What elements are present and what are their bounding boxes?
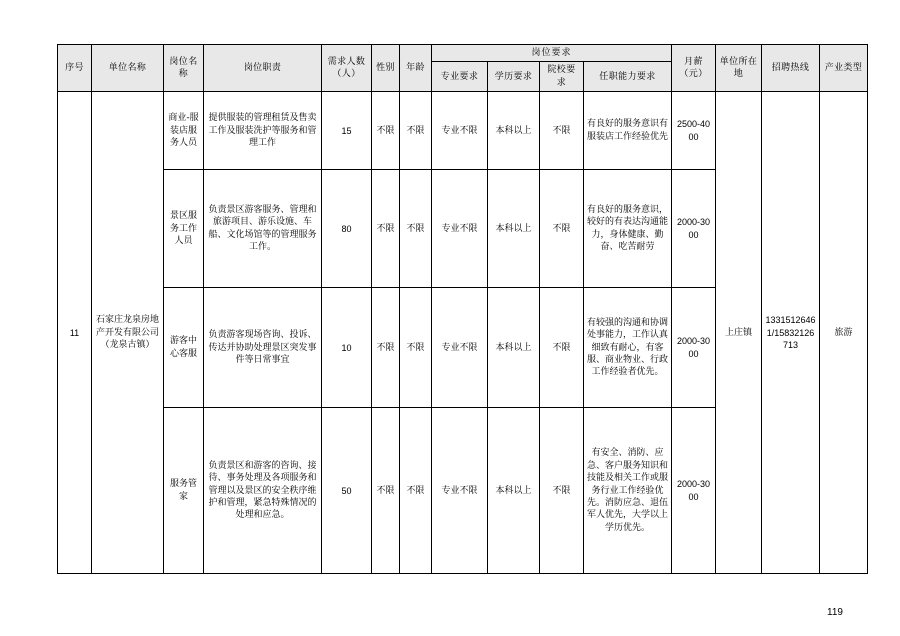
cell-sex: 不限 [372, 408, 400, 574]
header-row-1 [58, 45, 868, 62]
cell-major: 专业不限 [432, 408, 488, 574]
cell-salary: 2000-3000 [672, 288, 716, 408]
cell-post-name: 景区服务工作人员 [164, 170, 204, 288]
table-header [58, 45, 868, 92]
cell-major: 专业不限 [432, 170, 488, 288]
header-hotline: 招聘热线 [762, 45, 820, 92]
cell-age: 不限 [400, 408, 432, 574]
cell-ability: 有良好的服务意识有服装店工作经验优先 [584, 92, 672, 170]
cell-school: 不限 [540, 408, 584, 574]
cell-age: 不限 [400, 170, 432, 288]
cell-education: 本科以上 [488, 408, 540, 574]
cell-post-duty: 负责景区和游客的咨询、接待、事务处理及各项服务和管理以及景区的安全秩序维护和管理，紧急特殊情况的处理和应急。 [204, 408, 322, 574]
cell-ability: 有较强的沟通和协调处事能力，工作认真细致有耐心，有客服、商业物业、行政工作经验者优先。 [584, 288, 672, 408]
cell-school: 不限 [540, 170, 584, 288]
cell-major: 专业不限 [432, 92, 488, 170]
cell-post-name: 服务管家 [164, 408, 204, 574]
header-location: 单位所在地 [716, 45, 762, 92]
cell-salary: 2500-4000 [672, 92, 716, 170]
recruitment-table [57, 44, 868, 574]
cell-salary: 2000-3000 [672, 170, 716, 288]
header-industry: 产业类型 [820, 45, 868, 92]
cell-age: 不限 [400, 92, 432, 170]
cell-post-duty: 提供服装的管理租赁及售卖工作及服装洗护等服务和管理工作 [204, 92, 322, 170]
cell-sex: 不限 [372, 170, 400, 288]
cell-salary: 2000-3000 [672, 408, 716, 574]
cell-post-duty: 负责游客现场咨询、投诉、传达并协助处理景区突发事件等日常事宜 [204, 288, 322, 408]
table-body [58, 92, 868, 574]
page-number: 119 [827, 607, 843, 618]
cell-ability: 有良好的服务意识，较好的有表达沟通能力，身体健康、勤奋、吃苦耐劳 [584, 170, 672, 288]
header-post-duty: 岗位职责 [204, 45, 322, 92]
cell-hotline: 13315126461/15832126713 [762, 92, 820, 574]
header-requirements-group: 岗位要求 [432, 45, 672, 62]
cell-ability: 有安全、消防、应急、客户服务知识和技能及相关工作或服务行业工作经验优先。消防应急、退伍军人优先，大学以上学历优先。 [584, 408, 672, 574]
cell-post-duty: 负责景区游客服务、管理和旅游项目、游乐设施、车船、文化场馆等的管理服务工作。 [204, 170, 322, 288]
cell-need-count: 15 [322, 92, 372, 170]
header-need-count: 需求人数（人） [322, 45, 372, 92]
cell-need-count: 50 [322, 408, 372, 574]
cell-unit-name: 石家庄龙泉房地产开发有限公司（龙泉古镇） [92, 92, 164, 574]
header-school: 院校要求 [540, 62, 584, 92]
header-post-name: 岗位名称 [164, 45, 204, 92]
cell-seq: 11 [58, 92, 92, 574]
cell-education: 本科以上 [488, 92, 540, 170]
header-education: 学历要求 [488, 62, 540, 92]
cell-location: 上庄镇 [716, 92, 762, 574]
header-age: 年龄 [400, 45, 432, 92]
cell-age: 不限 [400, 288, 432, 408]
cell-major: 专业不限 [432, 288, 488, 408]
recruitment-table-container [57, 44, 863, 574]
header-sex: 性别 [372, 45, 400, 92]
cell-education: 本科以上 [488, 288, 540, 408]
cell-industry: 旅游 [820, 92, 868, 574]
cell-school: 不限 [540, 92, 584, 170]
cell-need-count: 80 [322, 170, 372, 288]
cell-post-name: 游客中心客服 [164, 288, 204, 408]
table-row [58, 92, 868, 170]
header-ability: 任职能力要求 [584, 62, 672, 92]
header-major: 专业要求 [432, 62, 488, 92]
header-unit-name: 单位名称 [92, 45, 164, 92]
header-salary: 月薪（元） [672, 45, 716, 92]
cell-school: 不限 [540, 288, 584, 408]
header-seq: 序号 [58, 45, 92, 92]
cell-sex: 不限 [372, 92, 400, 170]
cell-need-count: 10 [322, 288, 372, 408]
cell-post-name: 商业-服装店服务人员 [164, 92, 204, 170]
cell-sex: 不限 [372, 288, 400, 408]
cell-education: 本科以上 [488, 170, 540, 288]
